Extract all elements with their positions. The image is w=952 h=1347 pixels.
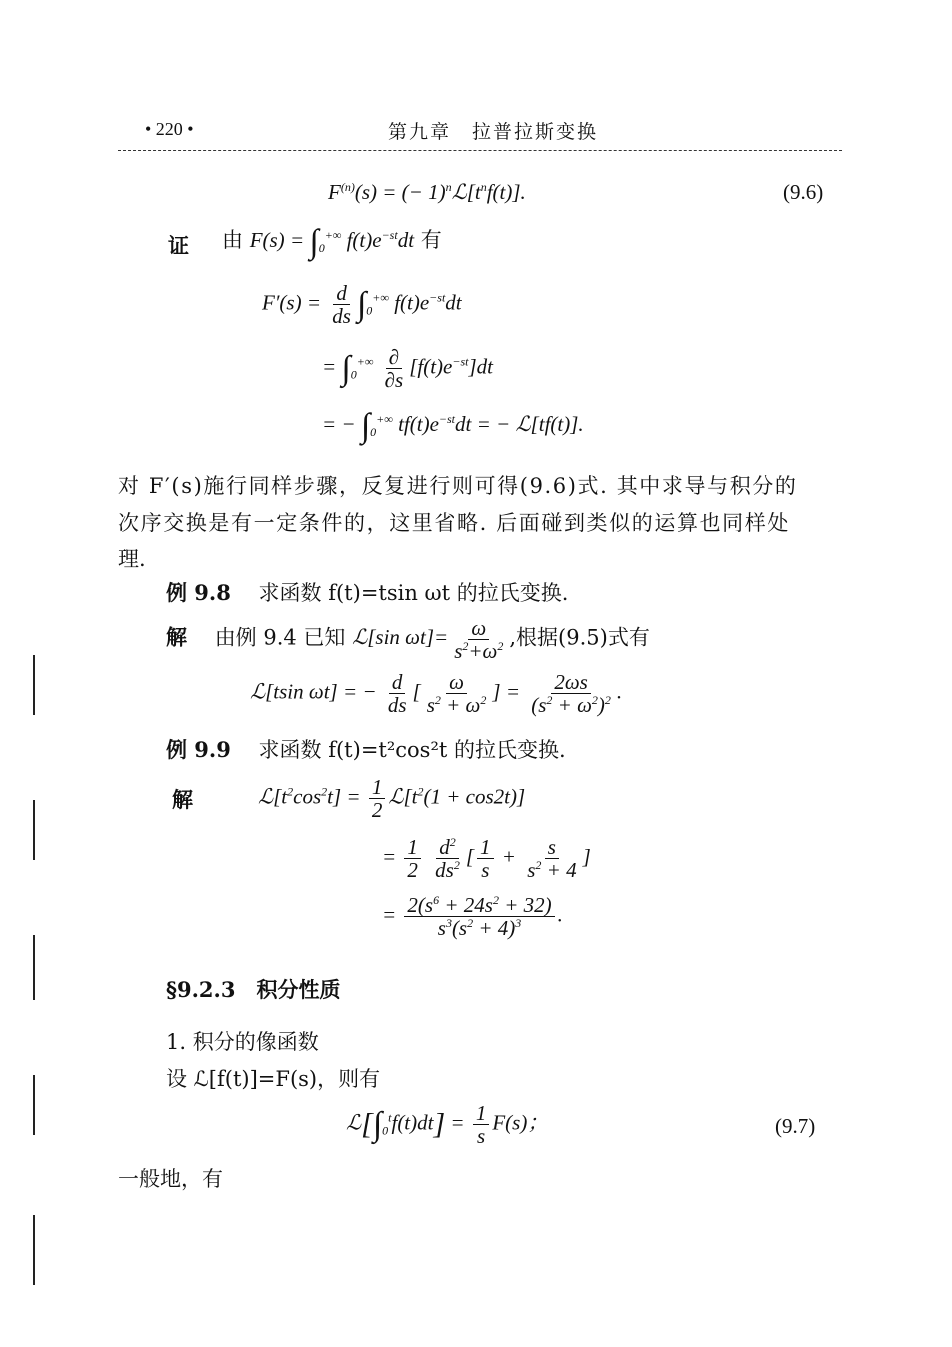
- proof-label: 证: [168, 233, 189, 258]
- example-9-8-solution-pre: 由例 9.4 已知: [214, 625, 346, 650]
- example-9-8-text: 求函数 f(t)=tsin ωt 的拉氏变换.: [258, 581, 569, 605]
- subsection-title: 1. 积分的像函数: [166, 1030, 319, 1054]
- example-9-8-solution: 解 由例 9.4 已知 ℒ[sin ωt]= $\frac{\omega}{s^2+\omega^2}$ ,根据(9.5)式有: [166, 616, 650, 664]
- paragraph-line-2: 次序交换是有一定条件的，这里省略. 后面碰到类似的运算也同样处: [118, 511, 790, 535]
- example-9-9-text: 求函数 f(t)=t²cos²t 的拉氏变换.: [258, 738, 566, 762]
- section-title: 积分性质: [256, 977, 341, 1002]
- example-9-8-equation: ℒ[tsin ωt] = − $\frac{d}{ds}$ [ $\frac{\omega}{s^2 + \omega^2}$ ] = $\frac{2\omega s}{(s^2 + \omega^2)^2}$ .: [250, 670, 623, 718]
- header-rule: [118, 150, 842, 151]
- chapter-title: 第九章 拉普拉斯变换: [388, 121, 599, 143]
- proof-step-2: = $\int_0^{+\infty}$ $\frac{\partial}{\partial s}$ $[f(t)e^{-st}]dt$: [322, 345, 494, 393]
- margin-mark: [33, 935, 35, 1000]
- page-number: • 220 •: [145, 119, 194, 139]
- margin-mark: [33, 1215, 35, 1285]
- example-9-9-step-1: $ℒ[t^2\cos^2t]$ = $\frac{1}{2}$ $ℒ[t^2(1 + \cos 2t)]$: [258, 775, 526, 823]
- example-9-9-step-2: = $\frac{1}{2}$ $\frac{d^2}{ds^2}$ [ $\frac{1}{s}$ + $\frac{s}{s^2 + 4}$ ]: [382, 835, 591, 883]
- example-9-9-label: 例 9.9: [166, 737, 231, 762]
- integration-intro: 设 ℒ[f(t)]=F(s)，则有: [166, 1067, 381, 1091]
- equation-9-6-number: (9.6): [783, 180, 824, 204]
- proof-intro-line: 由 $F(s) = \int_0^{+\infty}$ $f(t)e^{-st}dt$ 有: [222, 223, 442, 261]
- example-9-8-label: 例 9.8: [166, 580, 231, 605]
- equation-9-7: $ℒ[\int_0^tf(t)dt]$ = $\frac{1}{s}$ F(s)；: [346, 1101, 549, 1149]
- paragraph-line-3: 理.: [118, 547, 146, 571]
- margin-mark: [33, 800, 35, 860]
- equation-9-7-number: (9.7): [775, 1114, 816, 1138]
- section-heading: [166, 974, 340, 1004]
- example-9-8: [166, 577, 568, 607]
- closing-line: 一般地，有: [118, 1167, 223, 1191]
- section-number: §9.2.3: [166, 977, 236, 1002]
- example-9-9-step-3: = $\frac{2(s^6 + 24s^2 + 32)}{s^3(s^2 + 4)^3}$ .: [382, 893, 563, 941]
- equation-9-6: $F^{(n)}(s)$ = (− $1)^nℒ[t^nf(t)]$.: [328, 180, 526, 204]
- paragraph-line-1: 对 F′(s)施行同样步骤，反复进行则可得(9.6)式. 其中求导与积分的: [118, 474, 798, 498]
- margin-mark: [33, 655, 35, 715]
- proof-has: 有: [420, 228, 442, 252]
- example-9-9-solution-label: 解: [172, 787, 193, 812]
- proof-step-1: F′(s) = $\frac{d}{ds}$ $\int_0^{+\infty}$ $f(t)e^{-st}dt$: [262, 281, 462, 329]
- example-9-8-solution-label: 解: [166, 624, 187, 650]
- example-9-9: [166, 734, 566, 764]
- margin-mark: [33, 1075, 35, 1135]
- proof-step-3: = − $\int_0^{+\infty}$ $tf(t)e^{-st}dt$ = − ℒ[tf(t)].: [322, 407, 584, 445]
- example-9-8-solution-post: ,根据(9.5)式有: [509, 625, 650, 650]
- proof-intro: 由: [222, 228, 243, 252]
